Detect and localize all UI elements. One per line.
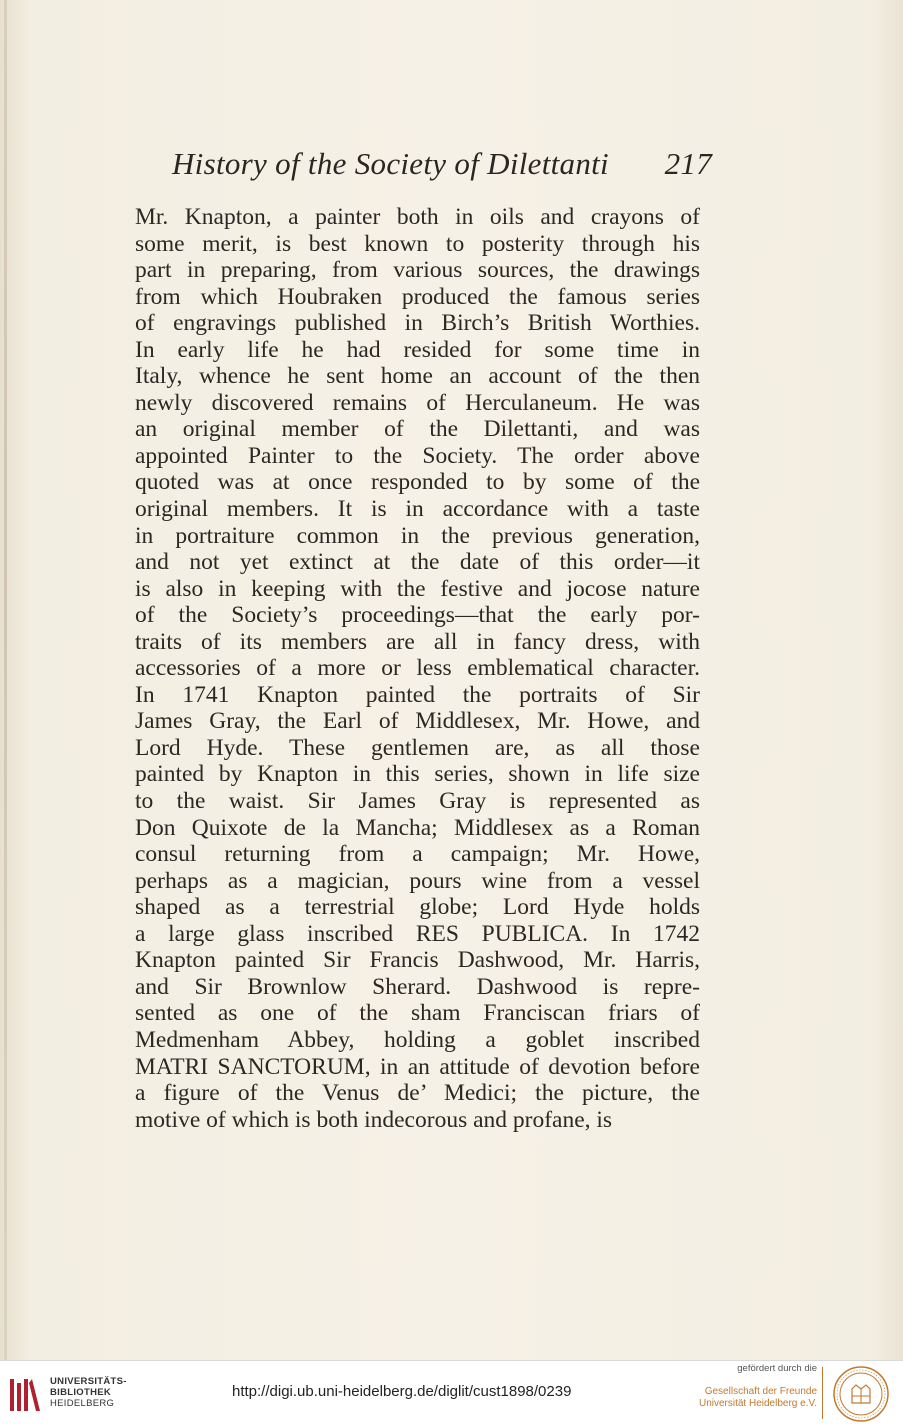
text-line: Knapton painted Sir Francis Dashwood, Mr. Harris, (135, 947, 700, 974)
text-line: Mr. Knapton, a painter both in oils and crayons of (135, 204, 700, 230)
text-line: sented as one of the sham Franciscan friars of (135, 1000, 700, 1027)
text-line: traits of its members are all in fancy dress, with (135, 628, 700, 655)
sponsor-name-line: Universität Heidelberg e.V. (698, 1398, 817, 1409)
sponsor-credit (699, 1363, 817, 1410)
permalink-url[interactable]: http://digi.ub.uni-heidelberg.de/diglit/cust1898/0239 (232, 1383, 572, 1400)
text-line: of the Society’s proceedings—that the early por- (135, 602, 700, 629)
text-line: Don Quixote de la Mancha; Middlesex as a Roman (135, 814, 700, 841)
text-line: Lord Hyde. These gentlemen are, as all those (135, 734, 700, 761)
text-line: original members. It is in accordance with a taste (135, 496, 700, 523)
text-line: some merit, is best known to posterity through his (135, 230, 700, 257)
text-line: accessories of a more or less emblematical character. (135, 655, 700, 682)
text-line: of engravings published in Birch’s British Worthies. (135, 310, 700, 337)
sponsor-prefix: gefördert durch die (737, 1363, 817, 1374)
running-header (172, 146, 712, 190)
text-line: James Gray, the Earl of Middlesex, Mr. Howe, and (135, 708, 700, 735)
text-line: shaped as a terrestrial globe; Lord Hyde holds (135, 894, 700, 921)
library-name-line: BIBLIOTHEK (50, 1387, 112, 1398)
digitization-footer (0, 1360, 903, 1424)
text-line: quoted was at once responded to by some of the (135, 469, 700, 496)
text-line: Italy, whence he sent home an account of the then (135, 363, 700, 390)
body-text (135, 204, 700, 1133)
text-line: painted by Knapton in this series, shown in life size (135, 761, 700, 788)
sponsor-divider (822, 1367, 823, 1419)
text-line: perhaps as a magician, pours wine from a vessel (135, 867, 700, 894)
text-line: In early life he had resided for some time in (135, 336, 700, 363)
text-line: appointed Painter to the Society. The order above (135, 442, 700, 469)
page-number: 217 (664, 146, 712, 181)
text-line: is also in keeping with the festive and jocose nature (135, 575, 700, 602)
university-seal-icon (832, 1365, 890, 1423)
text-line: a large glass inscribed RES PUBLICA. In 1742 (135, 920, 700, 947)
text-line: part in preparing, from various sources, the drawings (135, 257, 700, 284)
text-line: Medmenham Abbey, holding a goblet inscribed (135, 1026, 700, 1053)
library-name-line: UNIVERSITÄTS- (50, 1376, 127, 1387)
text-line: In 1741 Knapton painted the portraits of Sir (135, 681, 700, 708)
text-line: newly discovered remains of Herculaneum. He was (135, 389, 700, 416)
text-line: and not yet extinct at the date of this order—it (135, 549, 700, 576)
sponsor-name-line: Gesellschaft der Freunde (704, 1386, 817, 1397)
text-line: an original member of the Dilettanti, and was (135, 416, 700, 443)
text-line: consul returning from a campaign; Mr. Howe, (135, 841, 700, 868)
text-line: a figure of the Venus de’ Medici; the picture, the (135, 1080, 700, 1107)
university-library-logo-icon (8, 1375, 42, 1415)
running-header-title: History of the Society of Dilettanti (172, 146, 609, 181)
page-spine-shadow (4, 0, 7, 1360)
library-name-line: HEIDELBERG (50, 1398, 115, 1409)
text-line: from which Houbraken produced the famous series (135, 283, 700, 310)
text-line: in portraiture common in the previous generation, (135, 522, 700, 549)
text-line: MATRI SANCTORUM, in an attitude of devotion before (135, 1053, 700, 1080)
library-name (50, 1376, 127, 1409)
text-line: and Sir Brownlow Sherard. Dashwood is repre- (135, 973, 700, 1000)
text-line: motive of which is both indecorous and profane, is (135, 1106, 613, 1133)
text-line: to the waist. Sir James Gray is represented as (135, 788, 700, 815)
